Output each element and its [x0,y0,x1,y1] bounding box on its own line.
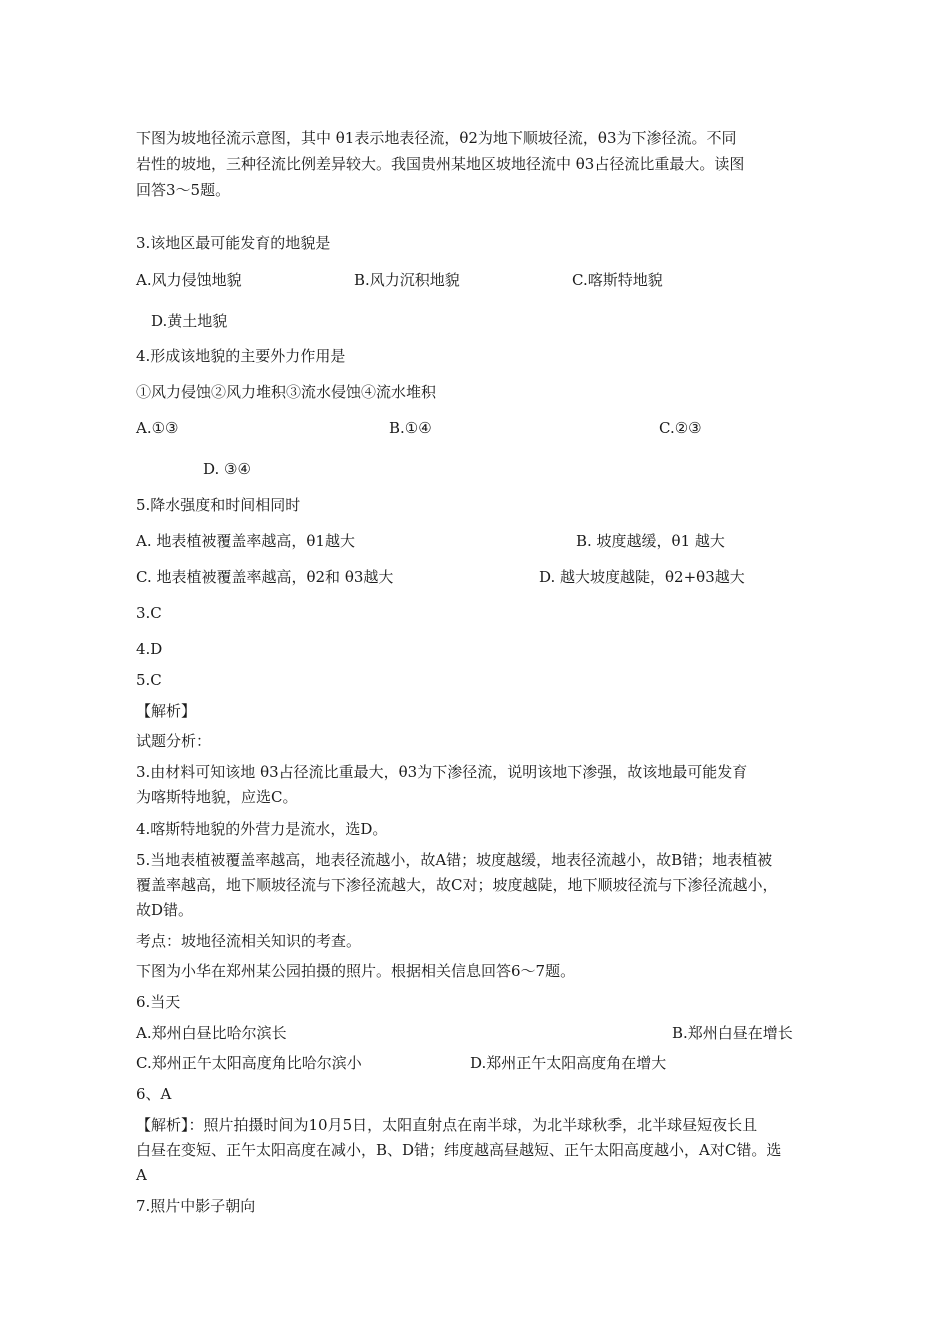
q6-option-c: C.郑州正午太阳高度角比哈尔滨小 [136,1054,362,1072]
q4-stem: 4.形成该地貌的主要外力作用是 [136,347,346,365]
analysis-4: 4.喀斯特地貌的外营力是流水，选D。 [136,820,388,838]
q67-intro: 下图为小华在郑州某公园拍摄的照片。根据相关信息回答6～7题。 [136,962,576,980]
q4-option-c: C.②③ [659,419,702,437]
kaodian-note: 考点：坡地径流相关知识的考查。 [136,932,362,950]
analysis-3-line-1: 3.由材料可知该地 θ3占径流比重最大，θ3为下渗径流，说明该地下渗强，故该地最可能发育 [136,763,748,781]
intro-line-1: 下图为坡地径流示意图，其中 θ1表示地表径流，θ2为地下顺坡径流，θ3为下渗径流。不同 [136,129,737,147]
q5-option-c: C. 地表植被覆盖率越高，θ2和 θ3越大 [136,568,394,586]
q4-option-a: A.①③ [136,419,179,437]
intro-line-2: 岩性的坡地，三种径流比例差异较大。我国贵州某地区坡地径流中 θ3占径流比重最大。读图 [136,155,745,173]
q3-stem: 3.该地区最可能发育的地貌是 [136,234,331,252]
analysis-3-line-2: 为喀斯特地貌，应选C。 [136,788,298,806]
intro-line-3: 回答3～5题。 [136,181,231,199]
analysis-intro: 试题分析： [136,732,212,750]
q5-option-d: D. 越大坡度越陡，θ2+θ3越大 [539,568,745,586]
q3-option-b: B.风力沉积地貌 [354,271,460,289]
q4-items: ①风力侵蚀②风力堆积③流水侵蚀④流水堆积 [136,383,437,401]
answer-5: 5.C [136,671,162,689]
q7-stem: 7.照片中影子朝向 [136,1197,256,1215]
q6-analysis-line-2: 白昼在变短、正午太阳高度在减小，B、D错；纬度越高昼越短、正午太阳高度越小，A对C错。选 [136,1141,782,1159]
q3-option-c: C.喀斯特地貌 [572,271,663,289]
q4-option-d: D. ③④ [203,460,251,478]
q5-option-a: A. 地表植被覆盖率越高，θ1越大 [136,532,355,550]
q4-option-b: B.①④ [389,419,432,437]
q5-option-b: B. 坡度越缓，θ1 越大 [576,532,725,550]
q6-stem: 6.当天 [136,993,181,1011]
q6-option-a: A.郑州白昼比哈尔滨长 [136,1024,287,1042]
q3-option-a: A.风力侵蚀地貌 [136,271,242,289]
q5-stem: 5.降水强度和时间相同时 [136,496,301,514]
q3-option-d: D.黄土地貌 [151,312,228,330]
q6-analysis-line-1: 【解析】：照片拍摄时间为10月5日，太阳直射点在南半球，为北半球秋季，北半球昼短夜长且 [136,1116,758,1134]
q6-option-b: B.郑州白昼在增长 [672,1024,793,1042]
analysis-5-line-3: 故D错。 [136,901,194,919]
answer-3: 3.C [136,604,162,622]
answer-6: 6、A [136,1085,172,1103]
analysis-5-line-1: 5.当地表植被覆盖率越高，地表径流越小，故A错；坡度越缓，地表径流越小，故B错；地表植被 [136,851,773,869]
answer-4: 4.D [136,640,163,658]
analysis-header: 【解析】 [136,702,197,720]
analysis-5-line-2: 覆盖率越高，地下顺坡径流与下渗径流越大，故C对；坡度越陡，地下顺坡径流与下渗径流越小， [136,876,778,894]
q6-option-d: D.郑州正午太阳高度角在增大 [470,1054,667,1072]
q6-analysis-line-3: A [136,1166,147,1184]
